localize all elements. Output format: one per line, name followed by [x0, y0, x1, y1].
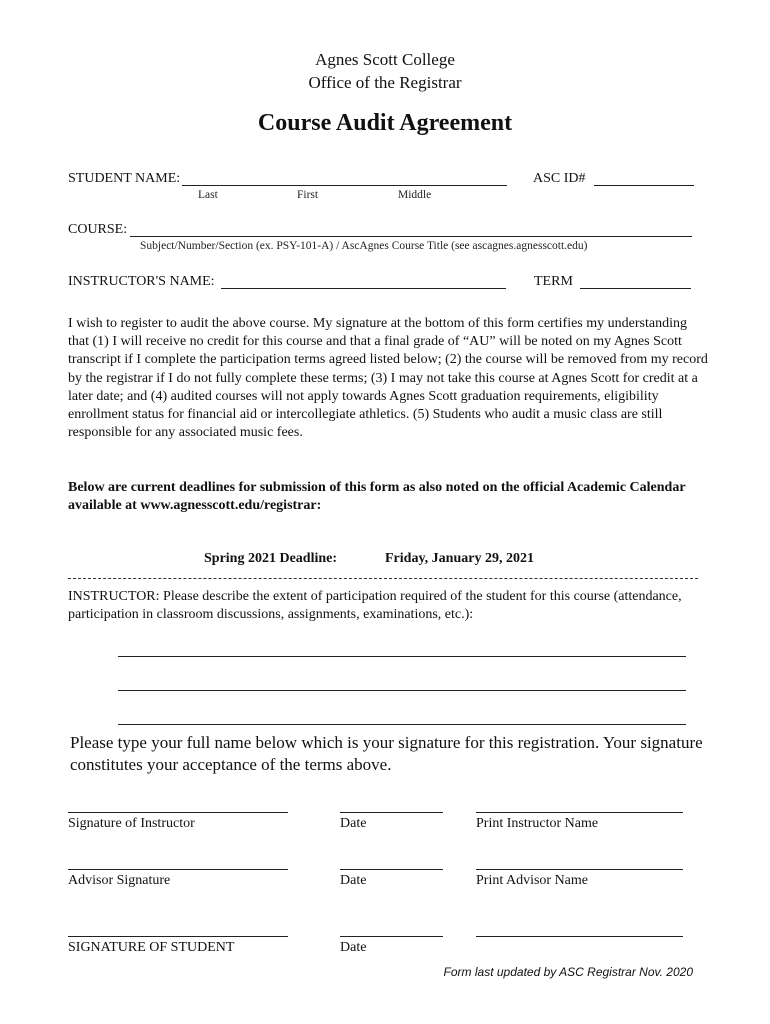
advisor-date-label: Date: [340, 873, 367, 888]
deadline-label: Spring 2021 Deadline:: [204, 551, 338, 566]
student-date-label: Date: [340, 940, 367, 955]
instructor-name-field[interactable]: [221, 288, 506, 289]
office-name: Office of the Registrar: [308, 73, 462, 92]
student-signature-label: SIGNATURE OF STUDENT: [68, 940, 235, 955]
term-label: TERM: [534, 274, 573, 289]
participation-line-2[interactable]: [118, 690, 686, 691]
middle-name-hint: Middle: [398, 189, 432, 201]
student-name-field[interactable]: [182, 185, 507, 186]
student-date-field[interactable]: [340, 936, 443, 937]
deadline-notice: Below are current deadlines for submission of this form as also noted on the official Academic Calendar available at www.agnesscott.edu/registrar:: [68, 480, 686, 514]
agreement-text: I wish to register to audit the above course. My signature at the bottom of this form certifies my understanding that (1) I will receive no credit for this course and that a final grade of “AU” will be noted on my Agnes Scott transcript if I complete the participation terms agreed listed below; (2) the course will be removed from my record by the registrar if I do not fully complete these terms; (3) I may not take this course at Agnes Scott for credit at a later date; and (4) audited courses will not apply towards Agnes Scott graduation requirements, eligibility enrollment status for financial aid or intercollegiate athletics. (5) Students who audit a music class are still responsible for any associated music fees.: [68, 316, 708, 441]
student-extra-field[interactable]: [476, 936, 683, 937]
advisor-date-field[interactable]: [340, 869, 443, 870]
first-name-hint: First: [297, 189, 319, 201]
instructor-signature-label: Signature of Instructor: [68, 816, 195, 831]
signature-notice: Please type your full name below which is your signature for this registration. Your signature constitutes your acceptance of the terms above.: [70, 733, 703, 774]
instructor-name-label: INSTRUCTOR'S NAME:: [68, 274, 215, 289]
advisor-signature-label: Advisor Signature: [68, 873, 171, 888]
advisor-print-name-label: Print Advisor Name: [476, 873, 588, 888]
instructor-print-name-label: Print Instructor Name: [476, 816, 599, 831]
student-signature-field[interactable]: [68, 936, 288, 937]
course-hint: Subject/Number/Section (ex. PSY-101-A) / AscAgnes Course Title (see ascagnes.agnesscott.edu): [140, 240, 588, 252]
college-name: Agnes Scott College: [315, 50, 455, 69]
asc-id-label: ASC ID#: [533, 171, 586, 186]
cut-line-divider: [68, 578, 698, 579]
instructor-signature-field[interactable]: [68, 812, 288, 813]
deadline-date: Friday, January 29, 2021: [385, 551, 534, 566]
form-footer: Form last updated by ASC Registrar Nov. 2020: [443, 965, 693, 979]
term-field[interactable]: [580, 288, 691, 289]
advisor-print-name-field[interactable]: [476, 869, 683, 870]
last-name-hint: Last: [198, 189, 218, 201]
participation-line-3[interactable]: [118, 724, 686, 725]
instructor-section-text: INSTRUCTOR: Please describe the extent of participation required of the student for this course (attendance, participation in classroom discussions, assignments, examinations, etc.):: [68, 589, 682, 623]
asc-id-field[interactable]: [594, 185, 694, 186]
course-label: COURSE:: [68, 222, 128, 237]
page-title: Course Audit Agreement: [257, 110, 513, 136]
instructor-date-label: Date: [340, 816, 367, 831]
instructor-print-name-field[interactable]: [476, 812, 683, 813]
advisor-signature-field[interactable]: [68, 869, 288, 870]
instructor-date-field[interactable]: [340, 812, 443, 813]
course-field[interactable]: [130, 236, 692, 237]
participation-line-1[interactable]: [118, 656, 686, 657]
student-name-label: STUDENT NAME:: [68, 171, 181, 186]
